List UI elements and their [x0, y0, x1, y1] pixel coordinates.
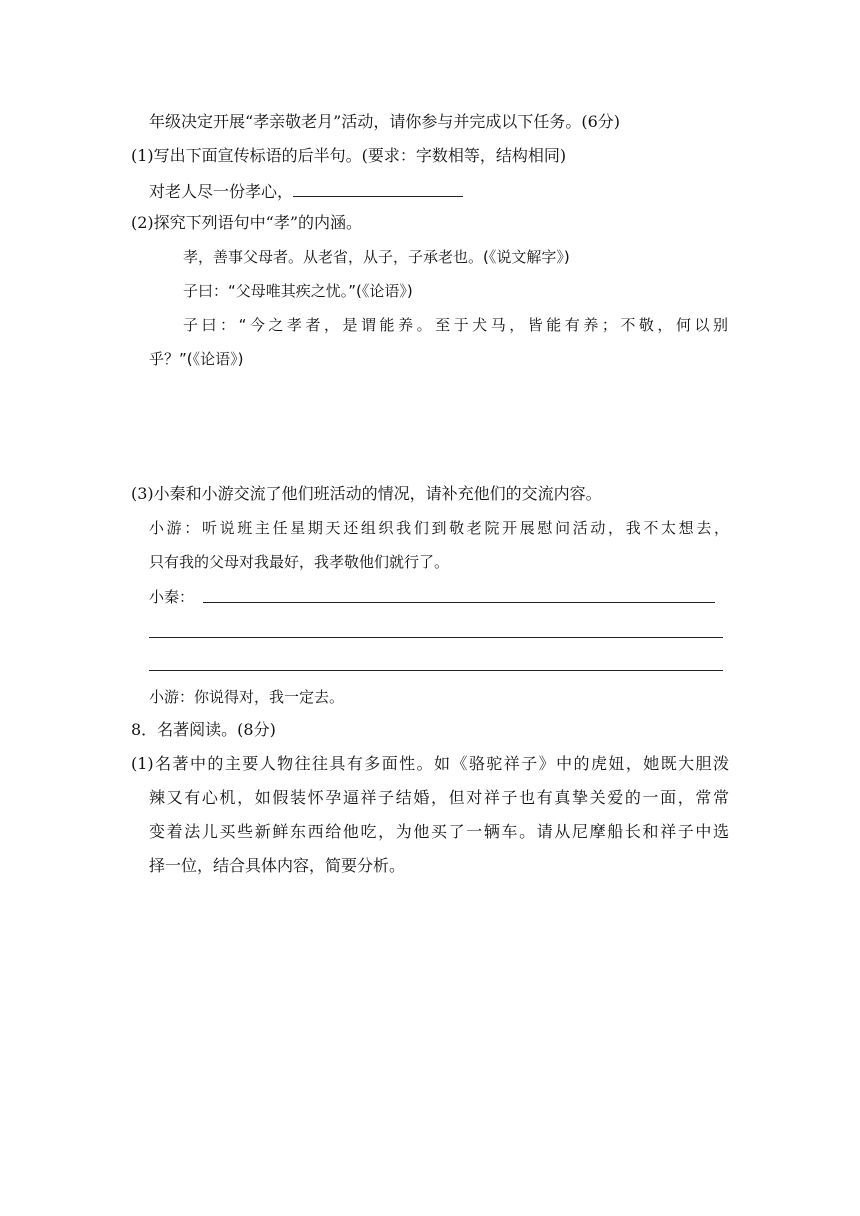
- q2-quote1: 孝，善事父母者。从老省，从子，子承老也。(《说文解字》): [183, 248, 570, 266]
- q3-answer-line-3[interactable]: [149, 670, 723, 671]
- q1-slogan-line: [149, 182, 463, 202]
- q2-quote3-line1: 子曰：“今之孝者，是谓能养。至于犬马，皆能有养；不敬，何以别: [183, 316, 728, 334]
- q3-xiaoyou-line2: 只有我的父母对我最好，我孝敬他们就行了。: [149, 553, 450, 571]
- task8-heading: 8．名著阅读。(8分): [131, 720, 276, 739]
- q2-quote3-line2: 乎？”(《论语》): [149, 350, 244, 368]
- q1-answer-blank[interactable]: [293, 182, 463, 197]
- q1-prompt: (1)写出下面宣传标语的后半句。(要求：字数相等，结构相同): [131, 146, 567, 165]
- q3-xiaoqin-label: 小秦：: [149, 588, 195, 606]
- task8-q1-line3: 变着法儿买些新鲜东西给他吃，为他买了一辆车。请从尼摩船长和祥子中选: [149, 822, 729, 841]
- q3-answer-line-2[interactable]: [149, 637, 723, 638]
- task7-intro: 年级决定开展“孝亲敬老月”活动，请你参与并完成以下任务。(6分): [149, 112, 621, 131]
- q1-slogan: 对老人尽一份孝心，: [149, 182, 294, 201]
- task8-q1-line1: (1)名著中的主要人物往往具有多面性。如《骆驼祥子》中的虎妞，她既大胆泼: [131, 754, 729, 773]
- q3-answer-line-1[interactable]: [203, 602, 715, 603]
- q3-xiaoyou-line1: 小游：听说班主任星期天还组织我们到敬老院开展慰问活动，我不太想去，: [149, 519, 729, 537]
- q3-xiaoyou-reply: 小游：你说得对，我一定去。: [149, 688, 345, 706]
- q3-prompt: (3)小秦和小游交流了他们班活动的情况，请补充他们的交流内容。: [131, 484, 602, 503]
- task8-q1-line4: 择一位，结合具体内容，简要分析。: [149, 856, 406, 875]
- task8-q1-line2: 辣又有心机，如假装怀孕逼祥子结婚，但对祥子也有真挚关爱的一面，常常: [149, 788, 729, 807]
- q2-prompt: (2)探究下列语句中“孝”的内涵。: [131, 213, 363, 232]
- q2-quote2: 子曰：“父母唯其疾之忧。”(《论语》): [183, 282, 413, 300]
